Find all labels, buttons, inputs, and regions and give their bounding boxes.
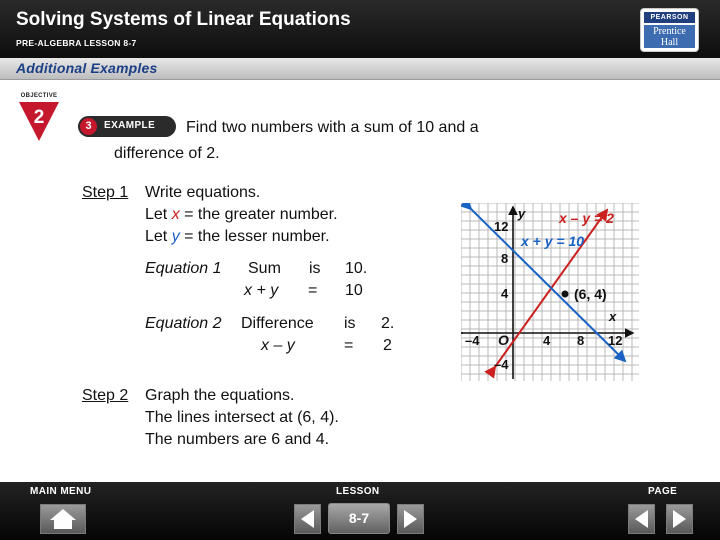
page-previous-button[interactable] bbox=[628, 504, 655, 534]
step1-line-3 bbox=[145, 228, 330, 246]
step2-label: Step 2 bbox=[82, 387, 129, 404]
variable-x: x bbox=[171, 206, 180, 223]
main-menu-label: MAIN MENU bbox=[30, 486, 92, 497]
objective-label: OBJECTIVE bbox=[20, 93, 58, 99]
x-axis-label: x bbox=[609, 309, 617, 324]
logo-brand: PEARSON bbox=[644, 12, 695, 23]
step1-line-3-prefix: Let bbox=[145, 228, 172, 245]
x-tick-label: –4 bbox=[465, 333, 480, 348]
equation2-is: is bbox=[344, 315, 356, 332]
problem-line-1: Find two numbers with a sum of 10 and a bbox=[186, 119, 479, 136]
lesson-label: LESSON bbox=[336, 486, 380, 497]
problem-line-2: difference of 2. bbox=[114, 145, 220, 162]
equation2-equals: = bbox=[344, 337, 354, 354]
triangle-right-icon bbox=[398, 505, 423, 533]
page-label: PAGE bbox=[648, 486, 678, 497]
y-tick-label: 4 bbox=[501, 286, 509, 301]
equation2-word: Difference bbox=[241, 315, 314, 332]
logo-imprint bbox=[644, 25, 695, 48]
x-tick-label: 4 bbox=[543, 333, 551, 348]
intersection-point bbox=[562, 291, 569, 298]
example-badge bbox=[78, 116, 176, 137]
section-strip bbox=[0, 58, 720, 80]
equation1-word: Sum bbox=[248, 260, 281, 277]
section-label: Additional Examples bbox=[16, 60, 158, 76]
equation2-rhs: 2 bbox=[383, 337, 392, 354]
page-next-button[interactable] bbox=[666, 504, 693, 534]
step2-line-2: The lines intersect at (6, 4). bbox=[145, 409, 339, 426]
publisher-logo bbox=[640, 8, 699, 52]
lesson-subtitle: PRE-ALGEBRA LESSON 8-7 bbox=[16, 38, 137, 48]
logo-line-2: Hall bbox=[660, 37, 679, 48]
lesson-next-button[interactable] bbox=[397, 504, 424, 534]
coordinate-graph bbox=[461, 203, 639, 381]
step2-line-1: Graph the equations. bbox=[145, 387, 295, 404]
y-tick-label: –4 bbox=[494, 357, 509, 372]
equation1-value: 10. bbox=[345, 260, 368, 277]
step1-line-2 bbox=[145, 206, 338, 224]
title-bar bbox=[0, 0, 720, 58]
objective-number: 2 bbox=[33, 107, 45, 128]
home-button[interactable] bbox=[40, 504, 86, 534]
triangle-right-icon bbox=[667, 505, 692, 533]
logo-line-1: Prentice bbox=[653, 26, 686, 37]
page-title: Solving Systems of Linear Equations bbox=[16, 9, 351, 30]
example-label: EXAMPLE bbox=[104, 120, 156, 131]
triangle-left-icon bbox=[629, 505, 654, 533]
equation1-label: Equation 1 bbox=[145, 260, 222, 277]
example-number: 3 bbox=[80, 118, 97, 135]
equation1-is: is bbox=[309, 260, 321, 277]
step1-line-2-prefix: Let bbox=[145, 206, 172, 223]
objective-shield-icon bbox=[14, 93, 64, 147]
step2-line-3: The numbers are 6 and 4. bbox=[145, 431, 330, 448]
equation2-label: Equation 2 bbox=[145, 315, 222, 332]
variable-y: y bbox=[171, 228, 180, 245]
y-tick-label: 12 bbox=[494, 219, 509, 234]
origin-label: O bbox=[498, 332, 509, 348]
step1-line-3-suffix: = the lesser number. bbox=[179, 228, 330, 245]
step1-line-1: Write equations. bbox=[145, 184, 261, 201]
equation1-rhs: 10 bbox=[345, 282, 363, 299]
intersection-label: (6, 4) bbox=[574, 286, 607, 302]
equation1-expression: x + y bbox=[244, 282, 279, 299]
equation2-expression: x – y bbox=[261, 337, 295, 354]
x-tick-label: 12 bbox=[608, 333, 623, 348]
equation2-value: 2. bbox=[381, 315, 395, 332]
line2-equation-label: x + y = 10 bbox=[521, 233, 585, 249]
objective-badge bbox=[14, 93, 64, 147]
y-axis-label: y bbox=[518, 206, 526, 221]
equation1-equals: = bbox=[308, 282, 318, 299]
lesson-number: 8-7 bbox=[328, 503, 390, 534]
home-icon bbox=[41, 505, 85, 533]
y-tick-label: 8 bbox=[501, 251, 509, 266]
line1-equation-label: x – y = 2 bbox=[559, 210, 614, 226]
step1-line-2-suffix: = the greater number. bbox=[179, 206, 338, 223]
footer-nav bbox=[0, 482, 720, 540]
triangle-left-icon bbox=[295, 505, 320, 533]
lesson-previous-button[interactable] bbox=[294, 504, 321, 534]
x-tick-label: 8 bbox=[577, 333, 585, 348]
step1-label: Step 1 bbox=[82, 184, 129, 201]
